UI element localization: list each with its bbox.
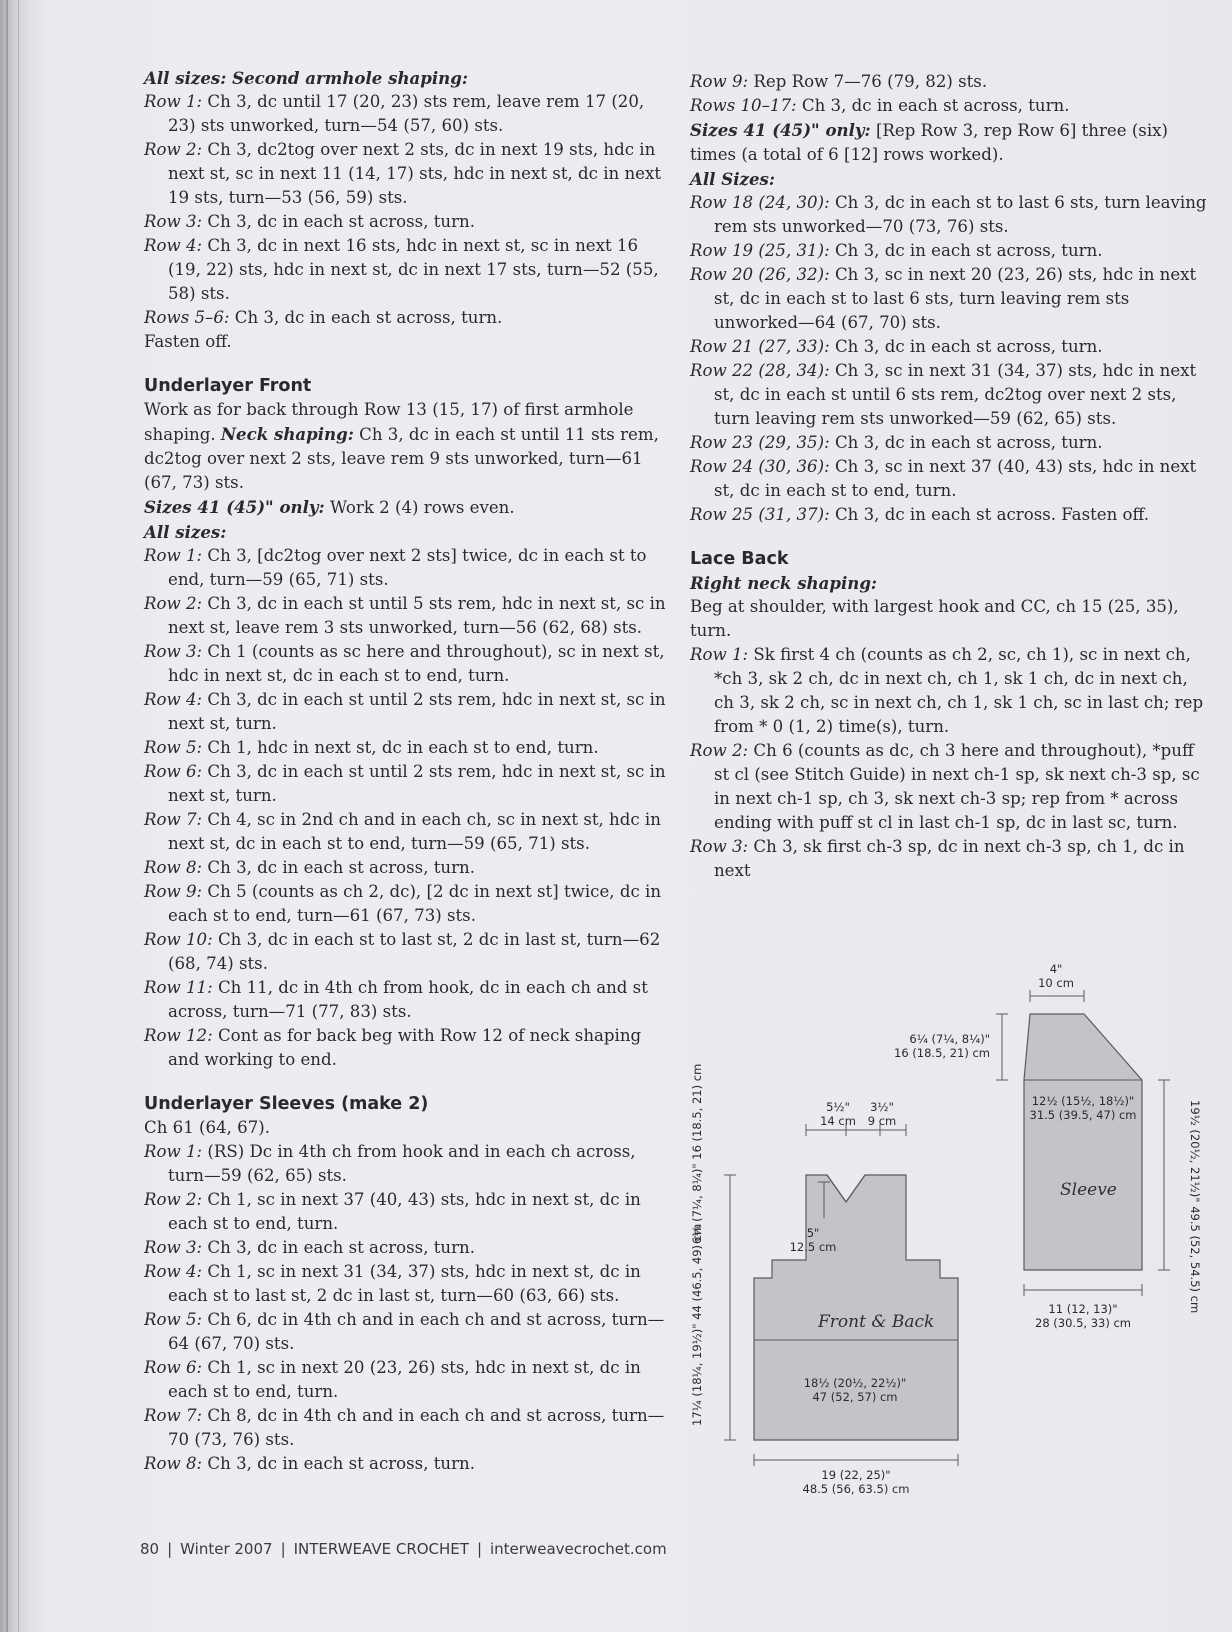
instruction-row xyxy=(690,643,1212,739)
paragraph-text: [Rep Row 3, rep Row 6] three (six) times (a total of 6 [12] rows worked). xyxy=(690,121,1168,164)
instruction-row xyxy=(690,335,1212,359)
instruction-row xyxy=(144,210,666,234)
row-text: Ch 3, dc in each st until 2 sts rem, hdc in next st, sc in next st, turn. xyxy=(168,762,666,805)
instruction-row xyxy=(690,739,1212,835)
row-label: Row 1: xyxy=(690,645,749,664)
issue-label: Winter 2007 xyxy=(180,1540,273,1558)
row-text: (RS) Dc in 4th ch from hook and in each ch across, turn—59 (62, 65) sts. xyxy=(168,1142,636,1185)
instruction-row xyxy=(144,976,666,1024)
row-label: Row 4: xyxy=(144,236,203,255)
row-text: Ch 3, dc in each st across. Fasten off. xyxy=(834,505,1150,524)
instruction-text: Ch 61 (64, 67). xyxy=(144,1118,271,1137)
instruction-row xyxy=(144,1188,666,1236)
front-back-label: Front & Back xyxy=(818,1312,935,1332)
row-text: Ch 3, dc in each st across, turn. xyxy=(801,96,1070,115)
row-label: Row 2: xyxy=(144,1190,203,1209)
inline-subheading: Neck shaping: xyxy=(220,424,354,444)
instruction-row xyxy=(144,306,666,330)
neck-width-label: 5½" 14 cm xyxy=(820,1100,856,1128)
page-number: 80 xyxy=(140,1540,160,1558)
instruction-row xyxy=(690,455,1212,503)
row-text: Ch 6, dc in 4th ch and in each ch and st across, turn—64 (67, 70) sts. xyxy=(168,1310,665,1353)
row-label: Row 8: xyxy=(144,1454,203,1473)
instruction-row xyxy=(144,1452,666,1476)
row-label: Row 6: xyxy=(144,1358,203,1377)
section-heading: Lace Back xyxy=(690,549,789,569)
row-label: Row 3: xyxy=(690,837,749,856)
sleeve-top-label: 4" 10 cm xyxy=(1038,962,1074,990)
row-label: Row 22 (28, 34): xyxy=(690,361,830,380)
instruction-row xyxy=(144,234,666,306)
row-text: Ch 1 (counts as sc here and throughout), sc in next st, hdc in next st, dc in each st to end, turn. xyxy=(168,642,665,685)
row-label: Row 7: xyxy=(144,810,203,829)
instruction-row xyxy=(144,928,666,976)
row-text: Ch 8, dc in 4th ch and in each ch and st across, turn—70 (73, 76) sts. xyxy=(168,1406,665,1449)
row-label: Row 21 (27, 33): xyxy=(690,337,830,356)
instruction-row xyxy=(690,263,1212,335)
row-label: Row 18 (24, 30): xyxy=(690,193,830,212)
inline-subheading: Sizes 41 (45)" only: xyxy=(690,120,871,140)
subheading: All sizes: xyxy=(144,522,227,542)
row-text: Ch 5 (counts as ch 2, dc), [2 dc in next st] twice, dc in each st to end, turn—61 (67, 73) sts. xyxy=(168,882,662,925)
row-label: Row 8: xyxy=(144,858,203,877)
instruction-row xyxy=(144,1404,666,1452)
row-label: Row 2: xyxy=(144,140,203,159)
row-label: Row 2: xyxy=(144,594,203,613)
instruction-row xyxy=(690,503,1212,527)
row-label: Row 5: xyxy=(144,1310,203,1329)
subheading: All Sizes: xyxy=(690,169,775,189)
instruction-row xyxy=(144,760,666,808)
row-label: Row 2: xyxy=(690,741,749,760)
instruction-paragraph xyxy=(690,118,1212,167)
row-label: Row 10: xyxy=(144,930,213,949)
row-label: Row 1: xyxy=(144,1142,203,1161)
row-text: Ch 3, sk first ch-3 sp, dc in next ch-3 sp, ch 1, dc in next xyxy=(714,837,1185,880)
body-length-label: 17¼ (18¼, 19½)" 44 (46.5, 49) cm xyxy=(690,1223,704,1426)
paragraph-text: Work as for back through Row 13 (15, 17) of first armhole shaping. xyxy=(144,400,634,444)
section-heading: Underlayer Front xyxy=(144,376,312,396)
row-text: Ch 3, dc in each st until 5 sts rem, hdc in next st, sc in next st, leave rem 3 sts unworked, turn—56 (62, 68) sts. xyxy=(168,594,666,637)
instruction-paragraph xyxy=(144,495,666,520)
instruction-row xyxy=(144,688,666,736)
row-text: Ch 3, sc in next 31 (34, 37) sts, hdc in next st, dc in each st until 6 sts rem, dc2tog over next 2 sts, turn leaving rem sts unworked—59 (62, 65) sts. xyxy=(714,361,1197,428)
row-text: Ch 3, dc2tog over next 2 sts, dc in next 19 sts, hdc in next st, sc in next 11 (14, 17) sts, hdc in next st, dc in next 19 sts, turn—53 (56, 59) sts. xyxy=(168,140,662,207)
instruction-row xyxy=(144,1260,666,1308)
instruction-row xyxy=(144,1308,666,1356)
sleeve-upper-label: 12½ (15½, 18½)" 31.5 (39.5, 47) cm xyxy=(1029,1094,1137,1122)
row-text: Sk first 4 ch (counts as ch 2, sc, ch 1), sc in next ch, *ch 3, sk 2 ch, dc in next ch, ch 1, sk 1 ch, dc in next ch, ch 3, sk 2 ch, sc in next ch, ch 1, sk 1 ch, sc in last ch; rep from * 0 (1, 2) time(s), turn. xyxy=(714,645,1204,736)
row-text: Ch 3, dc in each st across, turn. xyxy=(834,433,1103,452)
instruction-row xyxy=(144,856,666,880)
instruction-row xyxy=(690,835,1212,883)
shoulder-width-label: 3½" 9 cm xyxy=(867,1100,897,1128)
row-label: Row 19 (25, 31): xyxy=(690,241,830,260)
row-label: Row 24 (30, 36): xyxy=(690,457,830,476)
row-text: Ch 1, sc in next 31 (34, 37) sts, hdc in next st, dc in each st to last st, 2 dc in last st, turn—60 (63, 66) sts. xyxy=(168,1262,641,1305)
sleeve-length-label: 19½ (20½, 21½)" 49.5 (52, 54.5) cm xyxy=(1188,1100,1202,1314)
paragraph-text: Ch 3, dc in each st until 11 sts rem, dc2tog over next 2 sts, leave rem 9 sts unworked, turn—61 (67, 73) sts. xyxy=(144,425,659,492)
sleeve-cuff-label: 11 (12, 13)" 28 (30.5, 33) cm xyxy=(1035,1302,1131,1330)
row-text: Ch 3, sc in next 20 (23, 26) sts, hdc in next st, dc in each st to last 6 sts, turn leaving rem sts unworked—64 (67, 70) sts. xyxy=(714,265,1197,332)
instruction-row xyxy=(144,640,666,688)
sleeve-cap-label: 6¼ (7¼, 8¼)" 16 (18.5, 21) cm xyxy=(894,1032,990,1060)
row-label: Row 12: xyxy=(144,1026,213,1045)
row-label: Row 6: xyxy=(144,762,203,781)
row-label: Rows 5–6: xyxy=(144,308,230,327)
row-text: Ch 1, sc in next 20 (23, 26) sts, hdc in next st, dc in each st to end, turn. xyxy=(168,1358,641,1401)
row-text: Ch 11, dc in 4th ch from hook, dc in each ch and st across, turn—71 (77, 83) sts. xyxy=(168,978,648,1021)
row-text: Ch 3, dc in each st across, turn. xyxy=(834,241,1103,260)
row-label: Row 3: xyxy=(144,1238,203,1257)
row-text: Ch 6 (counts as dc, ch 3 here and throughout), *puff st cl (see Stitch Guide) in next ch-1 sp, sk next ch-3 sp, sc in next ch-1 sp, ch 3, sk next ch-3 sp; rep from * across ending with puff st cl in last ch-1 sp, dc in last sc, turn. xyxy=(714,741,1200,832)
row-text: Ch 3, dc in each st until 2 sts rem, hdc in next st, sc in next st, turn. xyxy=(168,690,666,733)
row-label: Row 20 (26, 32): xyxy=(690,265,830,284)
sleeve-label: Sleeve xyxy=(1060,1180,1117,1200)
row-text: Ch 3, dc in each st to last 6 sts, turn leaving rem sts unworked—70 (73, 76) sts. xyxy=(714,193,1207,236)
armhole-depth-label: 6¼ (7¼, 8¼)" 16 (18.5, 21) cm xyxy=(690,1063,704,1244)
instruction-row xyxy=(690,94,1212,118)
row-label: Row 1: xyxy=(144,546,203,565)
row-text: Ch 3, sc in next 37 (40, 43) sts, hdc in next st, dc in each st to end, turn. xyxy=(714,457,1197,500)
row-text: Cont as for back beg with Row 12 of neck shaping and working to end. xyxy=(168,1026,642,1069)
row-label: Rows 10–17: xyxy=(690,96,797,115)
instruction-row xyxy=(144,880,666,928)
instruction-row xyxy=(690,359,1212,431)
row-label: Row 9: xyxy=(144,882,203,901)
magazine-name: INTERWEAVE CROCHET xyxy=(293,1540,469,1558)
row-text: Ch 3, dc in each st across, turn. xyxy=(207,212,475,231)
instruction-row xyxy=(144,90,666,138)
schematic-diagram xyxy=(690,940,1230,1500)
row-text: Ch 4, sc in 2nd ch and in each ch, sc in next st, hdc in next st, dc in each st to end, turn—59 (65, 71) sts. xyxy=(168,810,661,853)
inline-subheading: Sizes 41 (45)" only: xyxy=(144,497,325,517)
instruction-row xyxy=(690,191,1212,239)
schematic-svg xyxy=(690,940,1230,1500)
instruction-row xyxy=(690,431,1212,455)
row-label: Row 5: xyxy=(144,738,203,757)
page-binding xyxy=(0,0,48,1632)
instruction-row xyxy=(144,592,666,640)
bottom-width-label: 19 (22, 25)" 48.5 (56, 63.5) cm xyxy=(802,1468,910,1496)
instruction-row xyxy=(144,138,666,210)
row-text: Ch 3, dc in each st across, turn. xyxy=(207,1454,475,1473)
instruction-row xyxy=(144,1236,666,1260)
row-text: Ch 1, sc in next 37 (40, 43) sts, hdc in next st, dc in each st to end, turn. xyxy=(168,1190,641,1233)
row-text: Ch 3, dc in each st across, turn. xyxy=(207,858,475,877)
instruction-text: Fasten off. xyxy=(144,332,232,351)
instruction-row xyxy=(144,736,666,760)
row-text: Ch 3, dc in each st across, turn. xyxy=(207,1238,475,1257)
instruction-row xyxy=(690,70,1212,94)
row-label: Row 11: xyxy=(144,978,213,997)
subheading: All sizes: Second armhole shaping: xyxy=(144,68,468,88)
instruction-row xyxy=(144,1356,666,1404)
magazine-url[interactable]: interweavecrochet.com xyxy=(490,1540,667,1558)
row-label: Row 23 (29, 35): xyxy=(690,433,830,452)
instruction-row xyxy=(144,808,666,856)
page-footer: 80 | Winter 2007 | INTERWEAVE CROCHET | interweavecrochet.com xyxy=(140,1540,667,1558)
sleeve-shape xyxy=(1024,1014,1142,1270)
instruction-row xyxy=(690,239,1212,263)
row-label: Row 1: xyxy=(144,92,203,111)
row-text: Ch 3, dc in each st across, turn. xyxy=(834,337,1103,356)
section-heading: Underlayer Sleeves (make 2) xyxy=(144,1094,429,1114)
left-column xyxy=(144,66,666,1476)
row-text: Ch 3, [dc2tog over next 2 sts] twice, dc in each st to end, turn—59 (65, 71) sts. xyxy=(168,546,647,589)
row-label: Row 25 (31, 37): xyxy=(690,505,830,524)
instruction-text: Beg at shoulder, with largest hook and CC, ch 15 (25, 35), turn. xyxy=(690,597,1179,640)
instruction-row xyxy=(144,1024,666,1072)
row-label: Row 3: xyxy=(144,212,203,231)
row-label: Row 9: xyxy=(690,72,749,91)
row-text: Rep Row 7—76 (79, 82) sts. xyxy=(753,72,988,91)
row-label: Row 3: xyxy=(144,642,203,661)
half-chest-label: 18½ (20½, 22½)" 47 (52, 57) cm xyxy=(803,1376,907,1404)
row-text: Ch 3, dc in next 16 sts, hdc in next st, sc in next 16 (19, 22) sts, hdc in next st, dc in next 17 sts, turn—52 (55, 58) sts. xyxy=(168,236,659,303)
instruction-row xyxy=(144,1140,666,1188)
row-text: Ch 3, dc until 17 (20, 23) sts rem, leave rem 17 (20, 23) sts unworked, turn—54 (57, 60) sts. xyxy=(168,92,645,135)
row-label: Row 4: xyxy=(144,690,203,709)
right-column xyxy=(690,70,1212,883)
subheading: Right neck shaping: xyxy=(690,573,878,593)
instruction-paragraph xyxy=(144,398,666,495)
neck-depth-label: 5" 12.5 cm xyxy=(789,1226,837,1254)
paragraph-text: Work 2 (4) rows even. xyxy=(324,498,515,517)
row-text: Ch 3, dc in each st to last st, 2 dc in last st, turn—62 (68, 74) sts. xyxy=(168,930,661,973)
row-label: Row 7: xyxy=(144,1406,203,1425)
row-label: Row 4: xyxy=(144,1262,203,1281)
row-text: Ch 1, hdc in next st, dc in each st to end, turn. xyxy=(207,738,599,757)
row-text: Ch 3, dc in each st across, turn. xyxy=(234,308,503,327)
instruction-row xyxy=(144,544,666,592)
